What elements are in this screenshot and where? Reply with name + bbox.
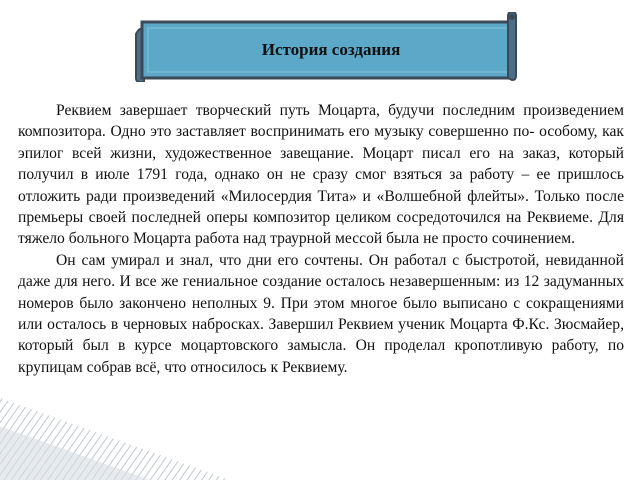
article-body [18, 100, 624, 378]
title-banner [130, 12, 522, 82]
page-curl-decoration [0, 380, 640, 480]
paragraph-1: Реквием завершает творческий путь Моцарта, будучи последним произведением композитора. Одно это заставляет воспринимать его музыку совершенно по- особому, как эпилог всей жизни, художественное завещание. Моцарт писал его на заказ, который получил в июле 1791 года, однако он не сразу смог взяться за работу – ее пришлось отложить ради произведений «Милосердия Тита» и «Волшебной флейты». Только после премьеры своей последней оперы композитор целиком сосредоточился на Реквиеме. Для тяжело больного Моцарта работа над траурной мессой была не просто сочинением. [18, 102, 624, 248]
paragraph-2: Он сам умирал и знал, что дни его сочтены. Он работал с быстротой, невиданной даже для него. И все же гениальное создание осталось незавершенным: из 12 задуманных номеров было закончено неполных 9. При этом многое было выписано с сокращениями или осталось в черновых набросках. Завершил Реквием ученик Моцарта Ф.Кс. Зюсмайер, который был в курсе моцартовского замысла. Он проделал кропотливую работу, по крупицам собрав всё, что относилось к Реквиему. [18, 251, 624, 376]
slide-title: История создания [261, 40, 401, 59]
